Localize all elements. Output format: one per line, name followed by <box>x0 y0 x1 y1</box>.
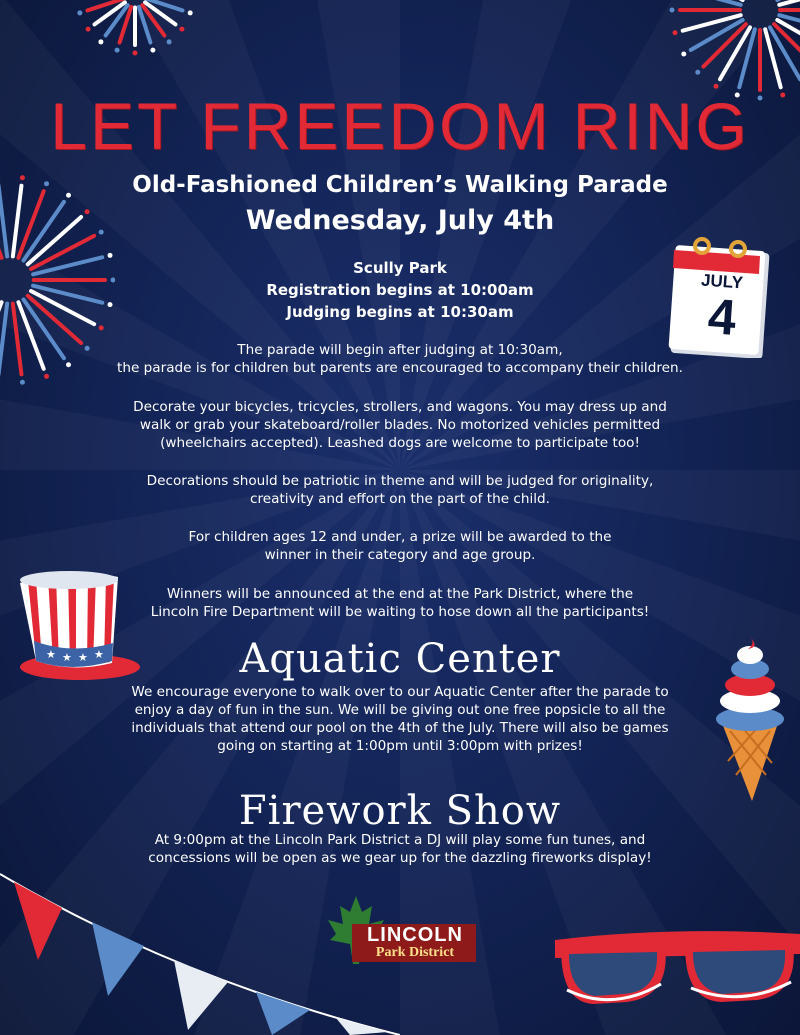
judging-time: Judging begins at 10:30am <box>286 303 514 321</box>
paragraph-line: For children ages 12 and under, a prize will be awarded to the <box>188 529 612 545</box>
paragraph-line: (wheelchairs accepted). Leashed dogs are welcome to participate too! <box>160 435 640 451</box>
logo-name: LINCOLN <box>367 924 463 946</box>
paragraph-aquatic <box>0 683 800 755</box>
location-text: Scully Park <box>353 259 447 277</box>
paragraph-line: the parade is for children but parents are encouraged to accompany their children. <box>117 360 683 376</box>
paragraph-line: walk or grab your skateboard/roller blades. No motorized vehicles permitted <box>139 417 661 433</box>
paragraph-line: going on starting at 1:00pm until 3:00pm with prizes! <box>217 738 583 754</box>
paragraph-line: At 9:00pm at the Lincoln Park District a DJ will play some fun tunes, and <box>154 832 646 848</box>
event-subtitle: Old-Fashioned Children’s Walking Parade <box>132 172 668 198</box>
paragraph-line: We encourage everyone to walk over to our Aquatic Center after the parade to <box>131 684 669 700</box>
firework-burst-icon <box>60 0 210 60</box>
paragraph-line: enjoy a day of fun in the sun. We will be giving out one free popsicle to all the <box>134 702 666 718</box>
calendar-month: JULY <box>700 270 744 293</box>
paragraph-judging <box>0 472 800 508</box>
ice-cream-cone-icon <box>710 635 790 803</box>
paragraph-decorate <box>0 398 800 452</box>
calendar-day: 4 <box>706 288 738 346</box>
paragraph-prize <box>0 528 800 564</box>
lincoln-park-district-logo <box>326 894 478 966</box>
svg-text:★: ★ <box>94 648 104 661</box>
paragraph-line: The parade will begin after judging at 10:30am, <box>237 342 563 358</box>
paragraph-line: creativity and effort on the part of the child. <box>250 491 550 507</box>
calendar-icon <box>668 236 770 358</box>
svg-text:★: ★ <box>78 651 88 664</box>
aquatic-center-heading: Aquatic Center <box>239 636 561 682</box>
headline: LET FREEDOM RING <box>50 89 750 163</box>
paragraph-line: Decorate your bicycles, tricycles, strollers, and wagons. You may dress up and <box>133 399 667 415</box>
sunglasses-icon <box>553 920 800 1015</box>
logo-subtitle: Park District <box>375 945 455 960</box>
svg-text:★: ★ <box>46 648 56 661</box>
paragraph-line: concessions will be open as we gear up for the dazzling fireworks display! <box>148 850 652 866</box>
paragraph-line: Winners will be announced at the end at the Park District, where the <box>166 586 634 602</box>
paragraph-line: winner in their category and age group. <box>264 547 536 563</box>
paragraph-line: individuals that attend our pool on the 4th of the July. There will also be games <box>131 720 669 736</box>
paragraph-line: Decorations should be patriotic in theme and will be judged for originality, <box>146 473 654 489</box>
event-date: Wednesday, July 4th <box>245 205 555 236</box>
paragraph-parade-start <box>0 341 800 377</box>
svg-text:★: ★ <box>62 651 72 664</box>
paragraph-line: Lincoln Fire Department will be waiting to hose down all the participants! <box>150 604 650 620</box>
firework-show-heading: Firework Show <box>238 788 562 834</box>
registration-time: Registration begins at 10:00am <box>266 281 534 299</box>
